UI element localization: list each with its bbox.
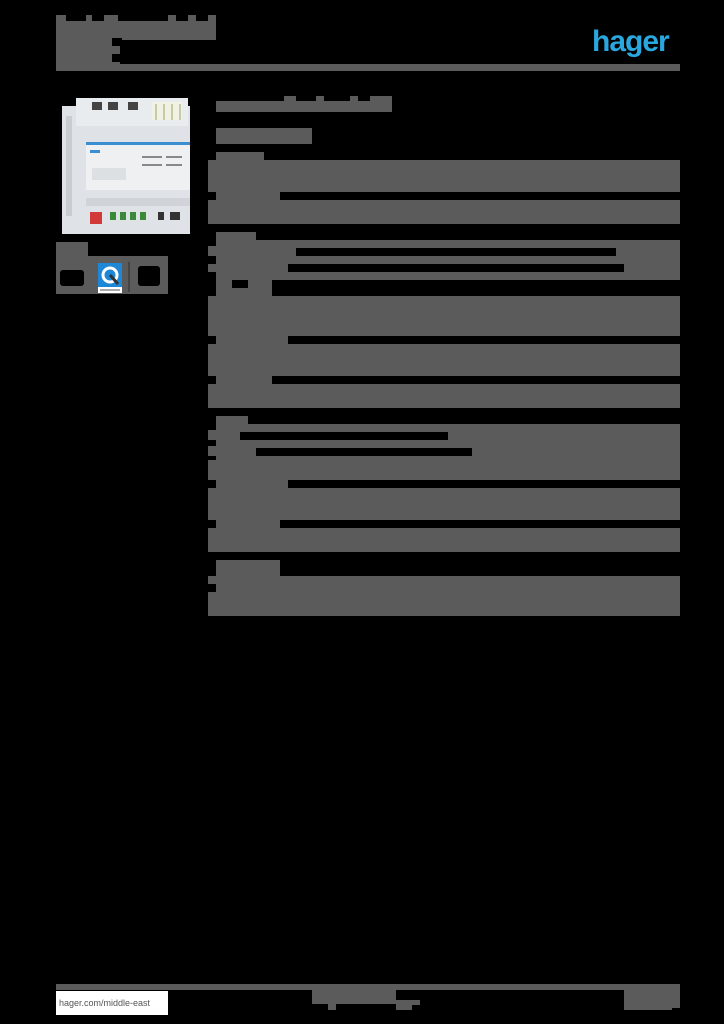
row-edge (208, 240, 216, 246)
heading-notch (358, 96, 370, 101)
row-edge (208, 440, 216, 446)
footer-page-number (624, 1004, 672, 1010)
section-label (216, 336, 288, 344)
section-row (208, 344, 680, 376)
header-rule (56, 64, 680, 71)
ce-mark-icon (60, 270, 84, 286)
row-edge (208, 256, 216, 264)
weee-mark-icon (138, 266, 160, 286)
footer-center-text (328, 1004, 336, 1010)
row-separator (288, 264, 624, 272)
section-label (216, 376, 272, 384)
row-edge (208, 456, 216, 460)
badge-divider (128, 262, 130, 292)
document-subtitle (56, 38, 120, 64)
footer-center-text (312, 984, 396, 1004)
section-row (208, 488, 680, 520)
heading-notch (296, 96, 316, 101)
section-row (208, 576, 680, 616)
row-separator (240, 432, 448, 440)
section-row (208, 528, 680, 552)
title-notch (176, 15, 188, 21)
row-edge (208, 584, 216, 592)
hager-logo: hager (592, 25, 669, 58)
row-separator (256, 448, 472, 456)
label-notch (232, 280, 248, 288)
subtitle-notch (112, 54, 122, 62)
footer-center-text (396, 1004, 412, 1010)
footer-website-link[interactable]: hager.com/middle-east (56, 991, 168, 1015)
row-edge (208, 272, 216, 280)
title-notch (196, 15, 208, 21)
quality-q-badge-icon (98, 263, 122, 293)
title-notch (92, 15, 104, 21)
section-row (208, 200, 680, 224)
row-separator (296, 248, 616, 256)
section-row (208, 296, 680, 336)
heading-notch (324, 96, 350, 101)
section-row (208, 160, 680, 192)
section-heading (216, 560, 280, 576)
title-notch (118, 15, 168, 21)
heading-notch (216, 96, 284, 101)
section-label (216, 480, 288, 488)
section-row (208, 384, 680, 408)
section-label (216, 520, 280, 528)
title-notch (66, 15, 86, 21)
row-edge (208, 424, 216, 430)
subtitle-notch (112, 38, 122, 46)
product-image (62, 98, 192, 234)
section-row (208, 240, 680, 280)
product-reference (216, 128, 312, 144)
